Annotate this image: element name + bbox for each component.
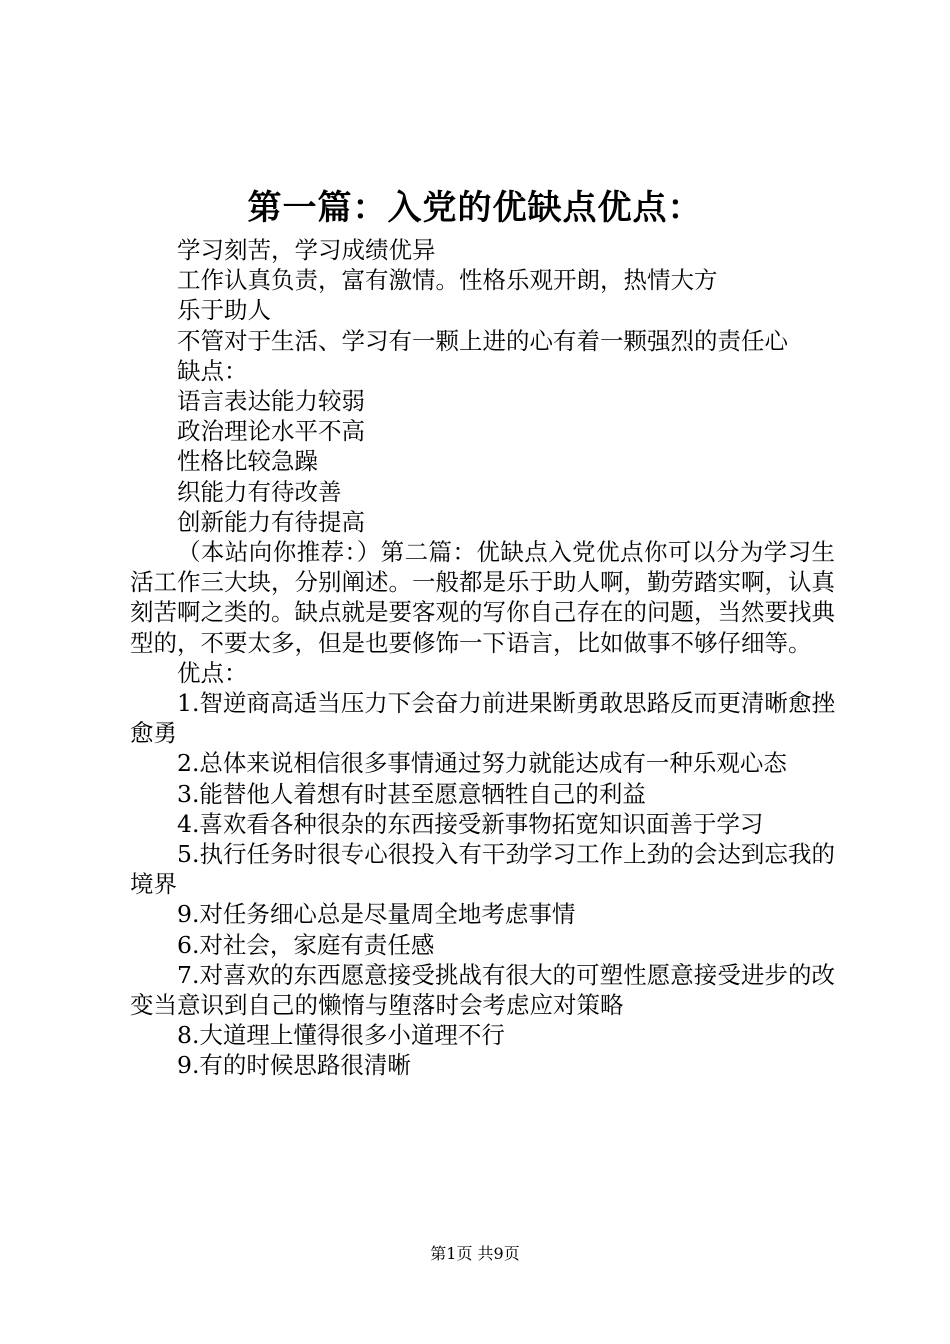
paragraph: 政治理论水平不高: [177, 417, 365, 446]
paragraph: 1.智逆商高适当压力下会奋力前进果断勇敢思路反而更清晰愈挫愈勇: [130, 689, 835, 748]
paragraph: 优点：: [177, 658, 248, 687]
paragraph: 乐于助人: [177, 296, 271, 325]
paragraph: 4.喜欢看各种很杂的东西接受新事物拓宽知识面善于学习: [177, 809, 764, 838]
paragraph: 织能力有待改善: [177, 477, 342, 506]
paragraph: 6.对社会，家庭有责任感: [177, 930, 435, 959]
paragraph: 学习刻苦，学习成绩优异: [177, 236, 436, 264]
paragraph: 工作认真负责，富有激情。性格乐观开朗，热情大方: [177, 266, 718, 295]
paragraph: 9.有的时候思路很清晰: [177, 1051, 411, 1080]
paragraph: 不管对于生活、学习有一颗上进的心有着一颗强烈的责任心: [177, 326, 788, 355]
paragraph: 3.能替他人着想有时甚至愿意牺牲自己的利益: [177, 779, 646, 808]
page-footer: 第1页 共9页: [430, 1244, 520, 1263]
paragraph: 9.对任务细心总是尽量周全地考虑事情: [177, 900, 576, 929]
paragraph: 7.对喜欢的东西愿意接受挑战有很大的可塑性愿意接受进步的改变当意识到自己的懒惰与堕落时会考虑应对策略: [130, 960, 835, 1020]
paragraph: （本站向你推荐：）第二篇：优缺点入党优点你可以分为学习生活工作三大块，分别阐述。一般都是乐于助人啊，勤劳踏实啊，认真刻苦啊之类的。缺点就是要客观的写你自己存在的问题，当然要找典型的，不要太多，但是也要修饰一下语言，比如做事不够仔细等。: [130, 538, 835, 657]
paragraph: 语言表达能力较弱: [177, 387, 365, 416]
document-title: 第一篇：入党的优缺点优点：: [247, 188, 703, 228]
paragraph: 性格比较急躁: [177, 447, 318, 476]
document-body: [130, 235, 835, 1081]
paragraph: 2.总体来说相信很多事情通过努力就能达成有一种乐观心态: [177, 749, 787, 778]
paragraph: 创新能力有待提高: [177, 507, 365, 536]
paragraph: 8.大道理上懂得很多小道理不行: [177, 1021, 505, 1050]
paragraph: 5.执行任务时很专心很投入有干劲学习工作上劲的会达到忘我的境界: [130, 840, 835, 899]
paragraph: 缺点：: [177, 356, 248, 385]
